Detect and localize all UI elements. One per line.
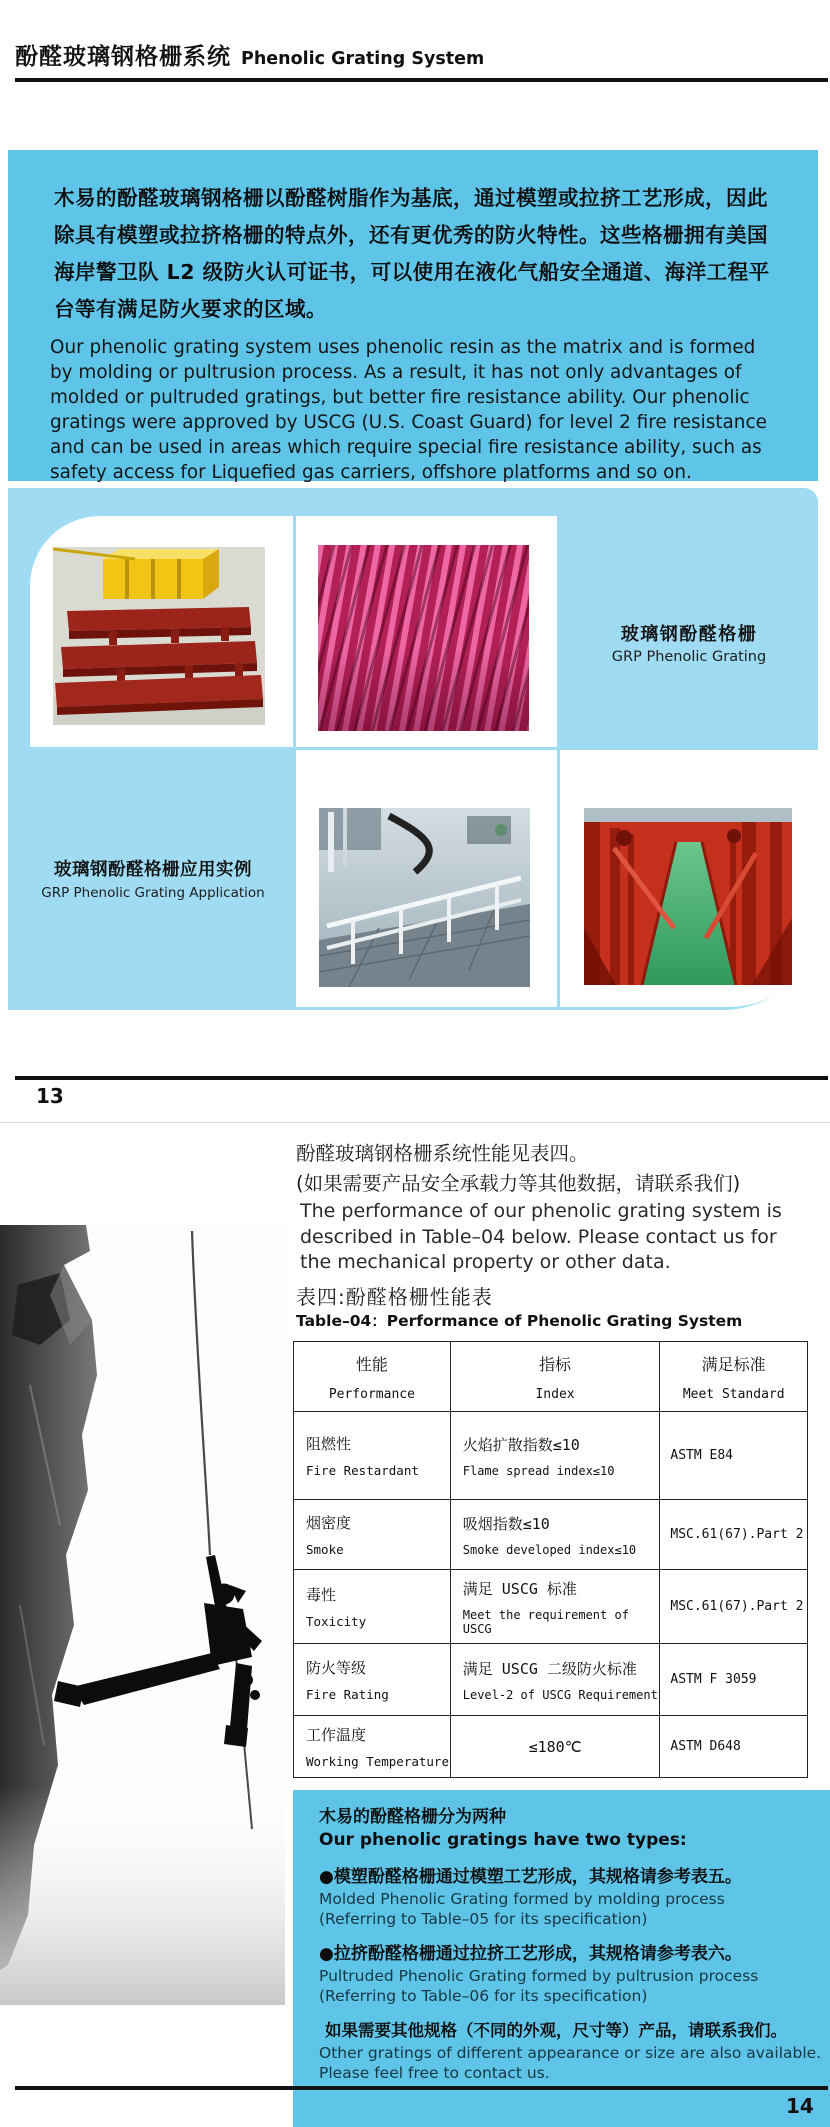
intro-en-line: safety access for Liquefied gas carriers, offshore platforms and so on. — [50, 462, 692, 483]
photo-panel-loading-arms — [560, 750, 818, 1007]
intro-en-line: and can be used in areas which require special fire resistance ability, such as — [50, 437, 762, 458]
table-row — [294, 1412, 808, 1500]
cell-en: Flame spread index≤10 — [462, 1463, 615, 1478]
cell-en: Fire Rating — [306, 1687, 389, 1702]
cell-zh: 满足 USCG 二级防火标准 — [462, 1659, 637, 1678]
intro-en-line: molded or pultruded gratings, but better fire resistance ability. Our phenolic — [50, 387, 750, 408]
cell-en: Fire Restardant — [306, 1463, 419, 1478]
p2-intro-zh-line: 酚醛玻璃钢格栅系统性能见表四。 — [296, 1142, 589, 1165]
performance-intro — [296, 1139, 782, 1276]
table-row — [294, 1644, 808, 1716]
type2-en-line: (Referring to Table–06 for its specification) — [319, 1987, 648, 2005]
cell-en: Meet the requirement of USCG — [462, 1607, 629, 1636]
page-title-en: Phenolic Grating System — [241, 49, 485, 69]
p2-intro-zh-line: (如果需要产品安全承载力等其他数据，请联系我们) — [296, 1172, 741, 1195]
cell-en: Smoke — [306, 1542, 344, 1557]
other-specs-zh: 如果需要其他规格（不同的外观，尺寸等）产品，请联系我们。 — [325, 2021, 787, 2040]
rock-climber-rappelling-photo — [0, 1225, 285, 2005]
p2-intro-en-line: The performance of our phenolic grating system is — [300, 1200, 782, 1222]
cell-zh: 吸烟指数≤10 — [462, 1514, 550, 1533]
other-specs-en-line: Please feel free to contact us. — [319, 2064, 550, 2082]
cell-zh: 毒性 — [306, 1586, 337, 1604]
page1-number: 13 — [36, 1084, 64, 1108]
hdr-performance-zh: 性能 — [355, 1354, 388, 1374]
cell-en: Level-2 of USCG Requirement — [462, 1687, 658, 1702]
intro-highlight-box — [8, 150, 818, 481]
intro-en-line: by molding or pultrusion process. As a result, it has not only advantages of — [50, 362, 742, 383]
table-row — [294, 1570, 808, 1644]
photo-panel-platform — [296, 750, 557, 1007]
page-title — [15, 38, 484, 71]
intro-en-line: gratings were approved by USCG (U.S. Coast Guard) for level 2 fire resistance — [50, 412, 767, 433]
intro-paragraph-zh — [8, 150, 818, 328]
application-label — [13, 856, 293, 901]
red-loading-arms-green-walkway-photo — [584, 808, 792, 985]
table-title-zh: 表四:酚醛格栅性能表 — [296, 1285, 493, 1309]
pultruded-phenolic-grating-closeup-photo — [318, 545, 529, 731]
cell-zh: 烟密度 — [306, 1514, 352, 1532]
intro-zh-line: 海岸警卫队 L2 级防火认可证书，可以使用在液化气船安全通道、海洋工程平 — [54, 260, 770, 284]
cell-zh: 火焰扩散指数≤10 — [462, 1435, 580, 1454]
intro-zh-line: 除具有模塑或拉挤格栅的特点外，还有更优秀的防火特性。这些格栅拥有美国 — [54, 223, 768, 247]
grating-types-box — [293, 1790, 830, 2127]
cell-standard: ASTM F 3059 — [670, 1672, 757, 1687]
photo-grid — [8, 488, 818, 1010]
hdr-standard-en: Meet Standard — [682, 1386, 785, 1402]
photo-panel-samples — [30, 516, 293, 747]
performance-table — [293, 1341, 808, 1778]
page2-footer-rule — [15, 2086, 828, 2090]
cell-zh: 阻燃性 — [306, 1435, 352, 1453]
cell-standard: ASTM E84 — [670, 1448, 733, 1463]
page-separator — [0, 1122, 830, 1123]
table-header-row — [294, 1342, 808, 1412]
product-label-zh: 玻璃钢酚醛格栅 — [620, 624, 758, 645]
intro-zh-line: 台等有满足防火要求的区域。 — [54, 297, 327, 321]
table-row — [294, 1716, 808, 1778]
type2-zh: ●拉挤酚醛格栅通过拉挤工艺形成，其规格请参考表六。 — [319, 1944, 742, 1964]
intro-paragraph-en — [8, 328, 818, 485]
intro-en-line: Our phenolic grating system uses phenolic resin as the matrix and is formed — [50, 337, 756, 358]
product-label-en: GRP Phenolic Grating — [611, 649, 767, 665]
table-row — [294, 1500, 808, 1570]
types-heading-en: Our phenolic gratings have two types: — [319, 1830, 687, 1850]
p2-intro-en-line: the mechanical property or other data. — [300, 1251, 671, 1273]
type1-en-line: Molded Phenolic Grating formed by molding process — [319, 1890, 725, 1908]
cell-zh: ≤180℃ — [528, 1737, 582, 1756]
cell-standard: MSC.61(67).Part 2 — [670, 1527, 804, 1542]
hdr-performance-en: Performance — [328, 1386, 415, 1402]
cell-standard: ASTM D648 — [670, 1739, 741, 1754]
cell-en: Toxicity — [306, 1614, 367, 1629]
hdr-index-zh: 指标 — [539, 1354, 572, 1374]
p2-intro-en-line: described in Table–04 below. Please contact us for — [300, 1225, 777, 1248]
cell-en: Smoke developed index≤10 — [462, 1542, 637, 1557]
application-label-en: GRP Phenolic Grating Application — [41, 885, 265, 901]
cell-zh: 工作温度 — [306, 1726, 367, 1744]
hdr-index-en: Index — [535, 1386, 575, 1402]
cell-en: Working Temperature — [306, 1754, 449, 1769]
type2-en-line: Pultruded Phenolic Grating formed by pultrusion process — [319, 1967, 759, 1985]
platform-grating-walkway-photo — [319, 808, 530, 987]
cell-zh: 防火等级 — [306, 1659, 367, 1677]
hdr-standard-zh: 满足标准 — [701, 1354, 766, 1374]
product-label — [560, 620, 818, 665]
types-heading-zh: 木易的酚醛格栅分为两种 — [319, 1807, 506, 1827]
table-title-en: Table–04：Performance of Phenolic Grating System — [296, 1312, 743, 1330]
page2-number: 14 — [786, 2094, 814, 2118]
other-specs-en-line: Other gratings of different appearance or size are also available. — [319, 2044, 822, 2062]
application-label-zh: 玻璃钢酚醛格栅应用实例 — [54, 860, 252, 880]
red-grating-bars — [55, 607, 263, 715]
intro-zh-line: 木易的酚醛玻璃钢格栅以酚醛树脂作为基底，通过模塑或拉挤工艺形成，因此 — [54, 186, 768, 210]
type1-en-line: (Referring to Table–05 for its specification) — [319, 1910, 648, 1928]
cell-zh: 满足 USCG 标准 — [462, 1579, 577, 1598]
molded-and-pultruded-grating-samples-photo — [53, 547, 265, 725]
page1-footer-rule — [15, 1076, 828, 1080]
page-title-zh: 酚醛玻璃钢格栅系统 — [15, 44, 231, 70]
header-rule — [15, 78, 828, 82]
cell-standard: MSC.61(67).Part 2 — [670, 1599, 804, 1614]
photo-panel-pultruded — [296, 516, 557, 747]
type1-zh: ●模塑酚醛格栅通过模塑工艺形成，其规格请参考表五。 — [319, 1867, 742, 1887]
